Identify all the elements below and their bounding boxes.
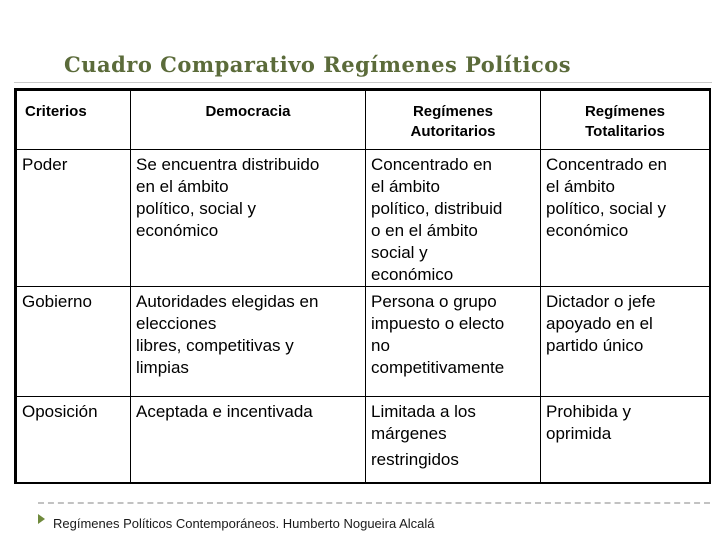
cell-line: económico [136, 221, 219, 240]
cell-totalitarios [541, 397, 710, 485]
cell-line: político, social y [136, 199, 256, 218]
comparison-table [14, 88, 711, 484]
cell-autoritarios [366, 150, 541, 287]
cell-line: Persona o grupo [371, 292, 497, 311]
cell-line: libres, competitivas y [136, 336, 294, 355]
header-line: Autoritarios [410, 123, 496, 140]
cell-line: Aceptada e incentivada [136, 402, 313, 421]
cell-line: competitivamente [371, 358, 505, 377]
cell-line: Gobierno [22, 292, 92, 311]
cell-totalitarios [541, 287, 710, 397]
cell-line: Prohibida y [546, 402, 632, 421]
cell-line: Concentrado en [371, 155, 492, 174]
cell-totalitarios [541, 150, 710, 287]
cell-line: el ámbito [371, 177, 440, 196]
cell-line: partido único [546, 336, 644, 355]
cell-line: márgenes [371, 424, 447, 443]
cell-line: económico [546, 221, 629, 240]
table-row [17, 397, 710, 485]
slide-title: Cuadro Comparativo Regímenes Políticos [64, 52, 572, 77]
header-line: Regímenes [412, 103, 494, 120]
title-divider [14, 82, 712, 83]
cell-line: restringidos [371, 450, 459, 469]
table-row [17, 287, 710, 397]
triangle-bullet-icon [38, 514, 45, 524]
header-totalitarios [541, 91, 710, 150]
header-line: Regímenes [584, 103, 666, 120]
cell-line: Autoridades elegidas en [136, 292, 319, 311]
footer-divider [38, 502, 710, 504]
header-line: Criterios [25, 103, 87, 120]
cell-line: elecciones [136, 314, 217, 333]
cell-line: apoyado en el [546, 314, 653, 333]
header-autoritarios [366, 91, 541, 150]
table-header-row [17, 91, 710, 150]
cell-democracia [131, 150, 366, 287]
cell-line: Se encuentra distribuido [136, 155, 320, 174]
cell-line: o en el ámbito [371, 221, 478, 240]
cell-criterio [17, 397, 131, 485]
cell-criterio [17, 150, 131, 287]
cell-autoritarios [366, 287, 541, 397]
header-criterios [17, 91, 131, 150]
footer-citation: Regímenes Políticos Contemporáneos. Humberto Nogueira Alcalá [53, 516, 435, 531]
header-democracia [131, 91, 366, 150]
header-line: Democracia [205, 103, 291, 120]
cell-line: social y [371, 243, 428, 262]
cell-line: político, distribuid [371, 199, 503, 218]
cell-line: Limitada a los [371, 402, 476, 421]
header-line: Totalitarios [585, 123, 665, 140]
cell-line: Concentrado en [546, 155, 667, 174]
cell-line: Oposición [22, 402, 98, 421]
cell-line: económico [371, 265, 454, 284]
cell-line: limpias [136, 358, 189, 377]
cell-line: político, social y [546, 199, 666, 218]
cell-line: Poder [22, 155, 68, 174]
table-row [17, 150, 710, 287]
cell-line: Dictador o jefe [546, 292, 656, 311]
cell-democracia [131, 397, 366, 485]
cell-line: impuesto o electo [371, 314, 505, 333]
cell-line: en el ámbito [136, 177, 229, 196]
cell-line: no [371, 336, 390, 355]
cell-criterio [17, 287, 131, 397]
cell-democracia [131, 287, 366, 397]
cell-line: el ámbito [546, 177, 615, 196]
cell-autoritarios [366, 397, 541, 485]
cell-line: oprimida [546, 424, 612, 443]
